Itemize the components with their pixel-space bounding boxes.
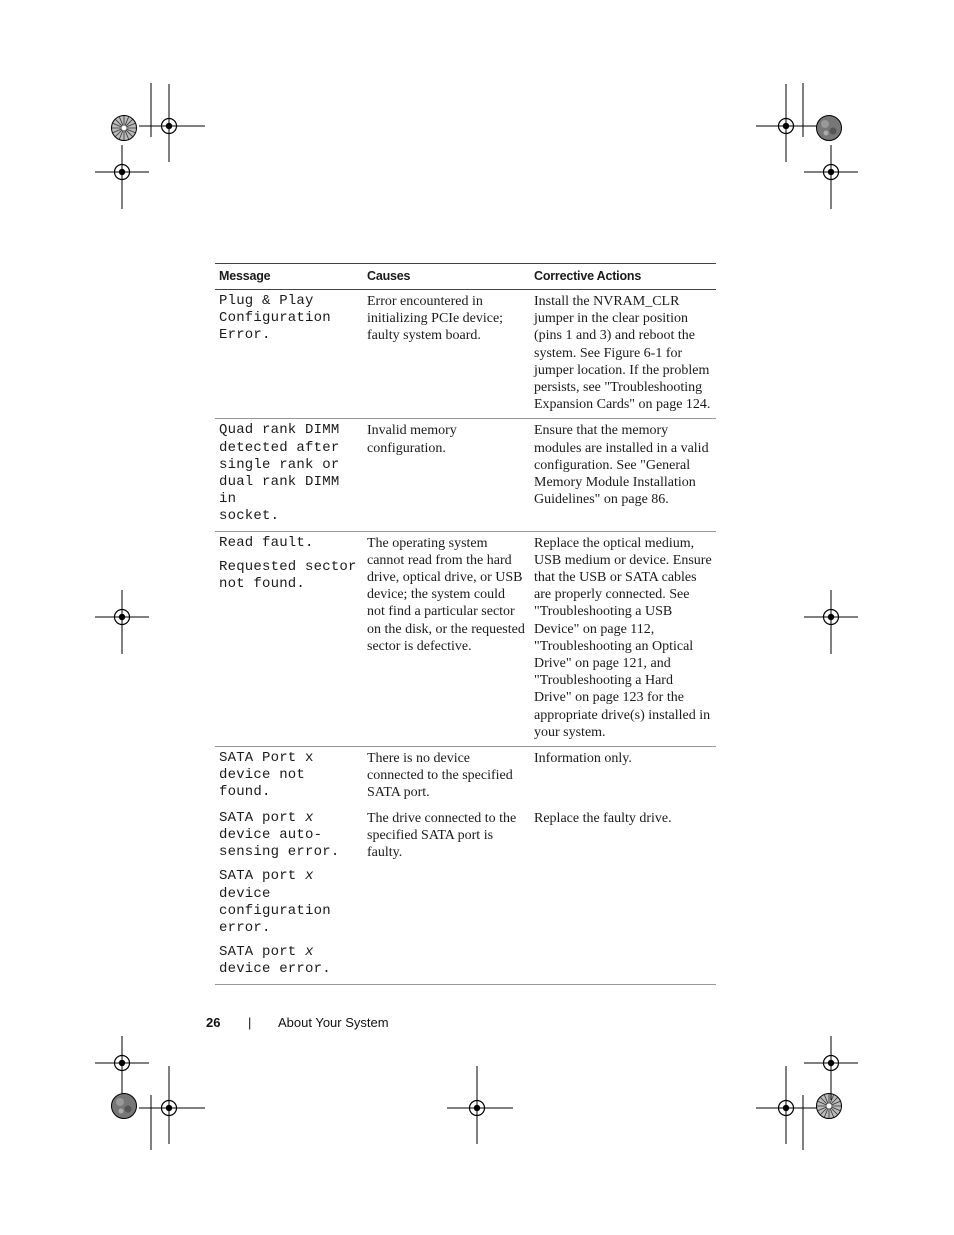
message-segment: device configuration error.	[219, 885, 331, 936]
page-number: 26	[206, 1015, 221, 1030]
message-cell	[215, 419, 363, 531]
crosshair-mark-left-lower	[95, 1036, 149, 1100]
crosshair-mark-left-middle	[95, 590, 149, 654]
footer-separator: |	[248, 1015, 252, 1030]
speckle-mark-bottom-left	[112, 1094, 137, 1119]
crosshair-mark-left-upper	[95, 145, 149, 209]
section-title: About Your System	[278, 1015, 389, 1030]
error-message-text	[219, 810, 359, 862]
table-row-group	[215, 747, 716, 984]
corrective-action-cell: Replace the faulty drive.	[530, 807, 716, 984]
header-causes: Causes	[363, 264, 530, 290]
error-message-text	[219, 750, 359, 802]
corrective-action-cell: Install the NVRAM_CLR jumper in the clear position (pins 1 and 3) and reboot the system. See Figure 6-1 for jumper location. If the problem persists, see "Troubleshooting Expansion Cards" on page 124.	[530, 290, 716, 419]
error-message-text	[219, 944, 359, 978]
table-header	[215, 264, 716, 290]
message-segment: SATA Port x device not found.	[219, 750, 314, 801]
table-row	[215, 747, 716, 807]
error-message-text	[219, 293, 359, 345]
corrective-action-cell: Information only.	[534, 751, 632, 767]
cause-cell: Error encountered in initializing PCIe device; faulty system board.	[363, 290, 530, 419]
message-segment: SATA port	[219, 809, 306, 826]
cause-cell: The drive connected to the specified SATA port is faulty.	[363, 807, 530, 984]
crosshair-mark-top-right	[756, 84, 822, 162]
corrective-action-cell: Ensure that the memory modules are installed in a valid configuration. See "General Memory Module Installation Guidelines" on page 86.	[530, 419, 716, 531]
speckle-mark-top-right	[817, 116, 842, 141]
crosshair-mark-top-left	[139, 84, 205, 162]
table-row	[215, 807, 716, 984]
message-cell	[215, 531, 363, 746]
cause-cell: The operating system cannot read from the hard drive, optical drive, or USB device; the system could not find a particular sector on the disk, or the requested sector is defective.	[363, 531, 530, 746]
header-message: Message	[215, 264, 363, 290]
message-segment: SATA port	[219, 944, 306, 961]
crosshair-mark-right-middle	[804, 590, 858, 654]
cause-cell: Invalid memory configuration.	[363, 419, 530, 531]
message-segment: Quad rank DIMM detected after single rank or dual rank DIMM in socket.	[219, 422, 340, 525]
table-row-group	[215, 290, 716, 419]
crosshair-mark-bottom-left	[139, 1066, 205, 1144]
message-cell	[215, 290, 363, 419]
message-cell	[215, 807, 363, 984]
table-row-group	[215, 419, 716, 531]
crosshair-mark-bottom-center	[447, 1066, 513, 1144]
table-row-group	[215, 531, 716, 746]
starburst-mark-top-left	[112, 116, 137, 141]
cause-cell: There is no device connected to the specified SATA port.	[367, 751, 513, 801]
message-segment: Requested sector not found.	[219, 558, 357, 593]
error-message-text	[219, 868, 359, 937]
message-segment: Read fault.	[219, 534, 314, 551]
message-segment: x	[305, 868, 314, 885]
crosshair-mark-right-upper	[804, 145, 858, 209]
message-segment: SATA port	[219, 868, 306, 885]
error-message-table	[215, 263, 716, 985]
message-segment: Plug & Play Configuration Error.	[219, 293, 331, 344]
table-row	[215, 419, 716, 531]
error-message-text	[219, 535, 359, 552]
message-segment: device auto- sensing error.	[219, 826, 340, 861]
crosshair-mark-bottom-right	[756, 1066, 822, 1144]
table-row	[215, 290, 716, 419]
message-segment: device error.	[219, 961, 331, 978]
error-message-text	[219, 559, 359, 593]
corrective-action-cell: Replace the optical medium, USB medium or device. Ensure that the USB or SATA cables are properly connected. See "Troubleshooting a USB Device" on page 112, "Troubleshooting an Optical Drive" on page 121, and "Troubleshooting a Hard Drive" on page 123 for the appropriate drive(s) installed in your system.	[530, 531, 716, 746]
table-row	[215, 531, 716, 746]
message-cell	[215, 747, 363, 807]
starburst-mark-bottom-right	[817, 1094, 842, 1119]
crosshair-mark-right-lower	[804, 1036, 858, 1100]
error-message-text	[219, 422, 359, 525]
header-corrective-actions: Corrective Actions	[530, 264, 716, 290]
message-segment: x	[305, 809, 314, 826]
message-segment: x	[305, 944, 314, 961]
